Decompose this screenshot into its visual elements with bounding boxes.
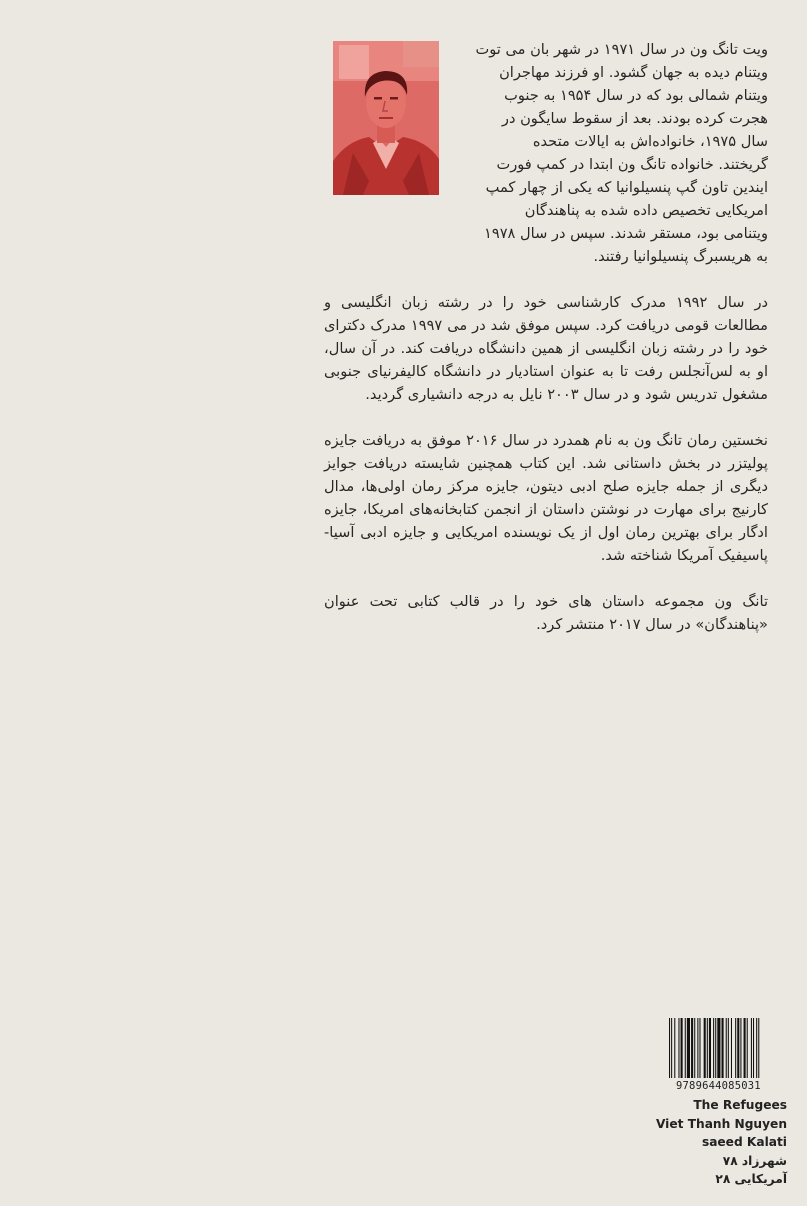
bio-line: ویتنام دیده به جهان گشود. او فرزند مهاجران: [499, 64, 768, 81]
bio-line: امریکایی تخصیص داده شده به پناهندگان: [524, 202, 768, 219]
isbn-number: 9789644085031: [676, 1080, 761, 1092]
barcode-bar: [753, 1018, 754, 1078]
barcode-bar: [713, 1018, 714, 1078]
barcode-bar: [737, 1018, 739, 1078]
barcode-bar: [707, 1018, 708, 1078]
book-title-english: The Refugees: [693, 1098, 787, 1112]
barcode-bar: [694, 1018, 695, 1078]
barcode-bar: [731, 1018, 732, 1078]
barcode-bar: [681, 1018, 683, 1078]
barcode-bar: [726, 1018, 727, 1078]
barcode-bar: [678, 1018, 679, 1078]
barcode-bar: [735, 1018, 736, 1078]
bio-line: به هریسبرگ پنسیلوانیا رفتند.: [593, 248, 768, 265]
author-biography: [324, 38, 768, 659]
barcode-bar: [747, 1018, 748, 1078]
barcode-bar: [687, 1018, 690, 1078]
barcode-bar: [740, 1018, 741, 1078]
bio-line: ویت تانگ ون در سال ۱۹۷۱ در شهر بان می توت: [475, 41, 768, 58]
bio-line: ویتنام شمالی بود که در سال ۱۹۵۴ به جنوب: [504, 87, 768, 104]
barcode-bar: [717, 1018, 720, 1078]
series-label-shahrzad: شهرزاد ۷۸: [722, 1153, 787, 1168]
barcode-bar: [751, 1018, 752, 1078]
bio-line: گریختند. خانواده تانگ ون ابتدا در کمپ فورت: [496, 156, 768, 173]
barcode-bar: [699, 1018, 700, 1078]
barcode-bar: [728, 1018, 729, 1078]
barcode-bar: [715, 1018, 716, 1078]
barcode-bar: [674, 1018, 675, 1078]
bio-line: هجرت کرده بودند. بعد از سقوط سایگون در: [501, 110, 768, 127]
barcode-bar: [709, 1018, 711, 1078]
bio-paragraph-4: تانگ ون مجموعه داستان های خود را در قالب کتابی تحت عنوان «پناهندگان» در سال ۲۰۱۷ منتشر کرد.: [324, 593, 768, 633]
barcode-bar: [671, 1018, 672, 1078]
barcode-bar: [704, 1018, 706, 1078]
bio-line: ویتنامی بود، مستقر شدند. سپس در سال ۱۹۷۸: [484, 225, 768, 242]
series-label-american: آمریکایی ۲۸: [715, 1172, 787, 1186]
bio-paragraph-2: در سال ۱۹۹۲ مدرک کارشناسی خود را در رشته زبان انگلیسی و مطالعات قومی دریافت کرد. سپس موفق شد در می ۱۹۹۷ مدرک دکترای خود را در رشته زبان انگلیسی از همین دانشگاه دریافت کند. در آن سال، او به لس‌آنجلس رفت تا به عنوان استادیار در دانشگاه کالیفرنیای جنوبی مشغول تدریس شود و در سال ۲۰۰۳ نایل به درجه دانشیاری گردید.: [324, 294, 769, 403]
book-credits: [587, 1096, 787, 1189]
author-name-english: Viet Thanh Nguyen: [655, 1116, 787, 1131]
barcode-bar: [697, 1018, 698, 1078]
barcode-bar: [758, 1018, 759, 1078]
bio-line: ایندین تاون گپ پنسیلوانیا که یکی از چهار کمپ: [485, 179, 768, 196]
barcode-bar: [685, 1018, 686, 1078]
barcode-bar: [669, 1018, 670, 1078]
barcode-bar: [744, 1018, 746, 1078]
bio-paragraph-3: نخستین رمان تانگ ون به نام همدرد در سال ۲۰۱۶ موفق به دریافت جایزه پولیتزر در بخش داستانی شد. این کتاب همچنین شایسته دریافت جوایز دیگری از جمله جایزه صلح ادبی دیتون، جایزه مرکز رمان اولی‌ها، مدال کارنیج برای مهارت در نوشتن داستان از انجمن کتابخانه‌های امریکا، جایزه ادگار برای بهترین رمان اول از یک نویسنده امریکایی و جایزه ادبی آسیا-پاسیفیک آمریکا شناخته شد.: [324, 432, 768, 564]
barcode-bar: [722, 1018, 724, 1078]
barcode-bar: [691, 1018, 693, 1078]
bio-paragraph-1: [324, 38, 768, 268]
translator-name: saeed Kalati: [701, 1135, 787, 1149]
barcode-bar: [756, 1018, 757, 1078]
bio-line: سال ۱۹۷۵، خانواده‌اش به ایالات متحده: [532, 133, 768, 150]
